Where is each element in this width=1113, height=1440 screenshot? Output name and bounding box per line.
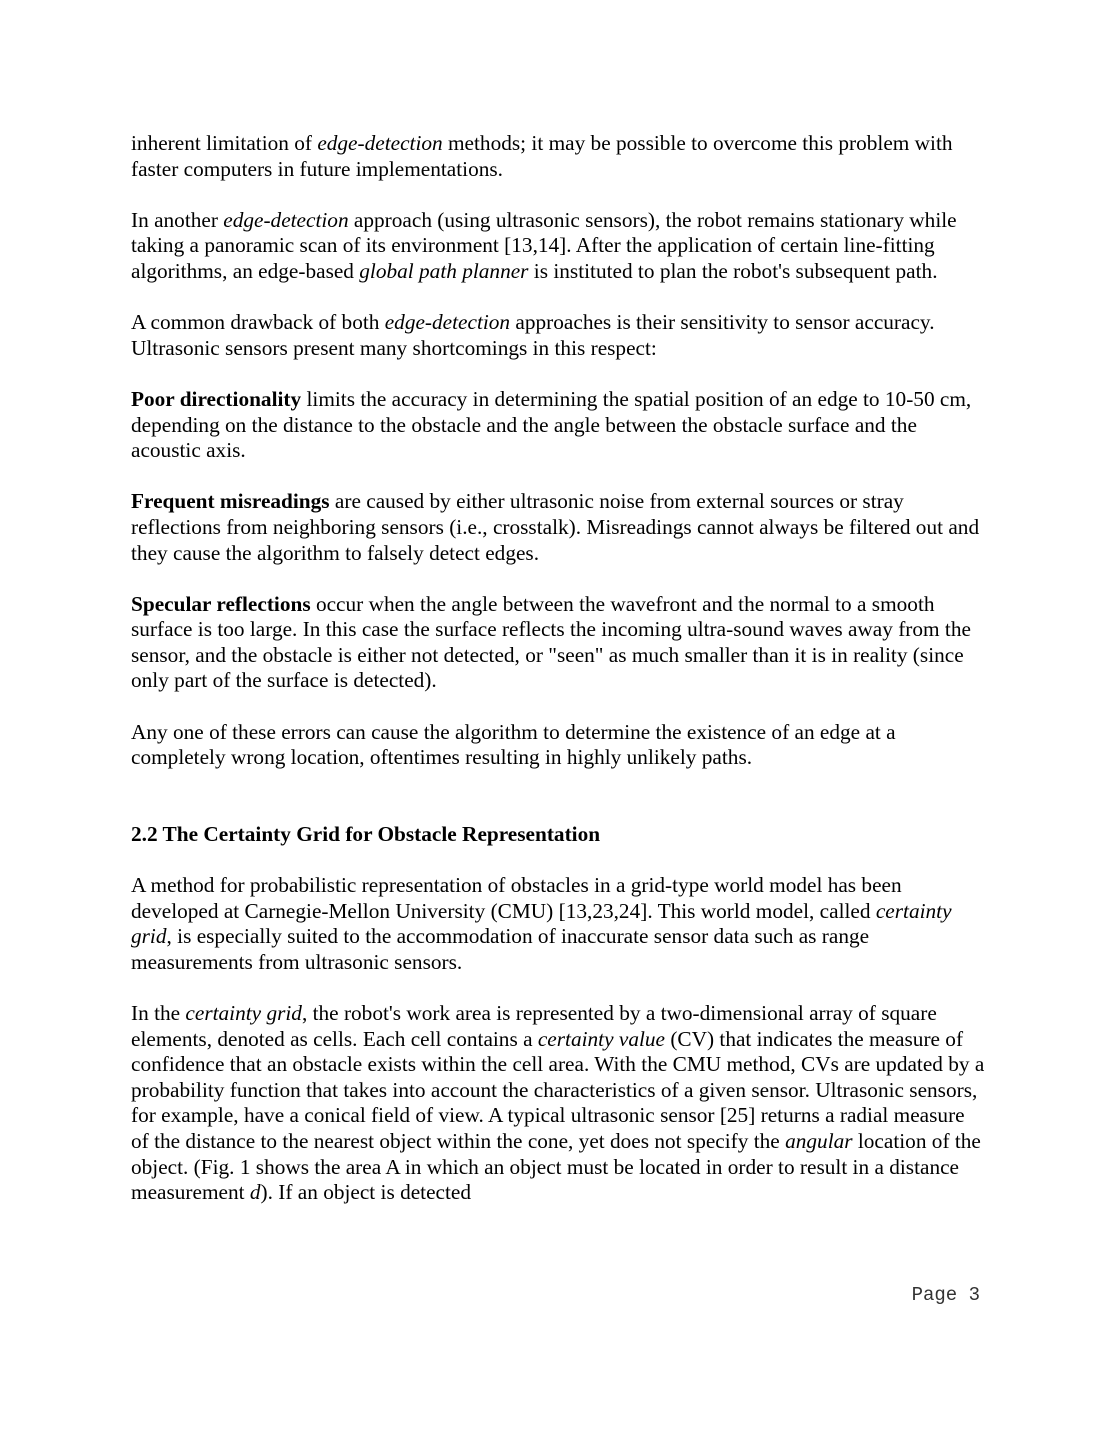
paragraph-9: In the certainty grid, the robot's work area is represented by a two-dimensional array of square elements, denoted as cells. Each cell contains a certainty value (CV) that indicates the measure of confidence that an obstacle exists within the cell area. With the CMU method, CVs are updated by a probability function that takes into account the characteristics of a given sensor. Ultrasonic sensors, for example, have a conical field of view. A typical ultrasonic sensor [25] returns a radial measure of the distance to the nearest object within the cone, yet does not specify the angular location of the object. (Fig. 1 shows the area A in which an object must be located in order to result in a distance measurement d). If an object is detected [131, 1001, 985, 1205]
paragraph-poor-directionality: Poor directionality limits the accuracy in determining the spatial position of an edge to 10-50 cm, depending on the distance to the obstacle and the angle between the obstacle surface and the acoustic axis. [131, 386, 972, 463]
italic-term: d [249, 1180, 261, 1205]
paragraph-2: In another edge-detection approach (using ultrasonic sensors), the robot remains stationary while taking a panoramic scan of its environment [13,14]. After the application of certain line-fitting algorithms, an edge-based global path planner is instituted to plan the robot's subsequent path. [131, 207, 957, 283]
italic-term: global path planner [359, 258, 529, 283]
bold-term: Frequent misreadings [131, 489, 330, 514]
italic-term: certainty grid [185, 1001, 302, 1025]
paragraph-8: A method for probabilistic representation of obstacles in a grid-type world model has been developed at Carnegie-Mellon University (CMU) [13,23,24]. This world model, called certainty grid, is especially suited to the accommodation of inaccurate sensor data such as range measurements from ultrasonic sensors. [131, 873, 952, 974]
italic-term: edge-detection [384, 310, 511, 335]
paragraph-7: Any one of these errors can cause the algorithm to determine the existence of an edge at a completely wrong location, oftentimes resulting in highly unlikely paths. [131, 719, 896, 770]
paragraph-specular-reflections: Specular reflections occur when the angle between the wavefront and the normal to a smooth surface is too large. In this case the surface reflects the incoming ultra-sound waves away from the sensor, and the obstacle is either not detected, or "seen" as much smaller than it is in reality (since only part of the surface is detected). [131, 591, 971, 693]
document-page [131, 131, 986, 1231]
section-heading: 2.2 The Certainty Grid for Obstacle Representation [131, 821, 601, 846]
page-number: Page 3 [911, 1284, 980, 1306]
paragraph-1: inherent limitation of edge-detection methods; it may be possible to overcome this problem with faster computers in future implementations. [131, 131, 953, 181]
bold-term: Poor directionality [131, 386, 302, 411]
paragraph-frequent-misreadings: Frequent misreadings are caused by either ultrasonic noise from external sources or stray reflections from neighboring sensors (i.e., crosstalk). Misreadings cannot always be filtered out and they cause the algorithm to falsely detect edges. [131, 489, 980, 565]
italic-term: edge-detection [223, 207, 349, 232]
italic-term: edge-detection [317, 131, 443, 155]
bold-term: Specular reflections [131, 591, 311, 616]
italic-term: certainty value [537, 1026, 665, 1051]
italic-term: certainty grid [131, 898, 952, 949]
italic-term: angular [785, 1128, 853, 1153]
paragraph-3: A common drawback of both edge-detection approaches is their sensitivity to sensor accuracy. Ultrasonic sensors present many shortcomings in this respect: [131, 310, 935, 360]
